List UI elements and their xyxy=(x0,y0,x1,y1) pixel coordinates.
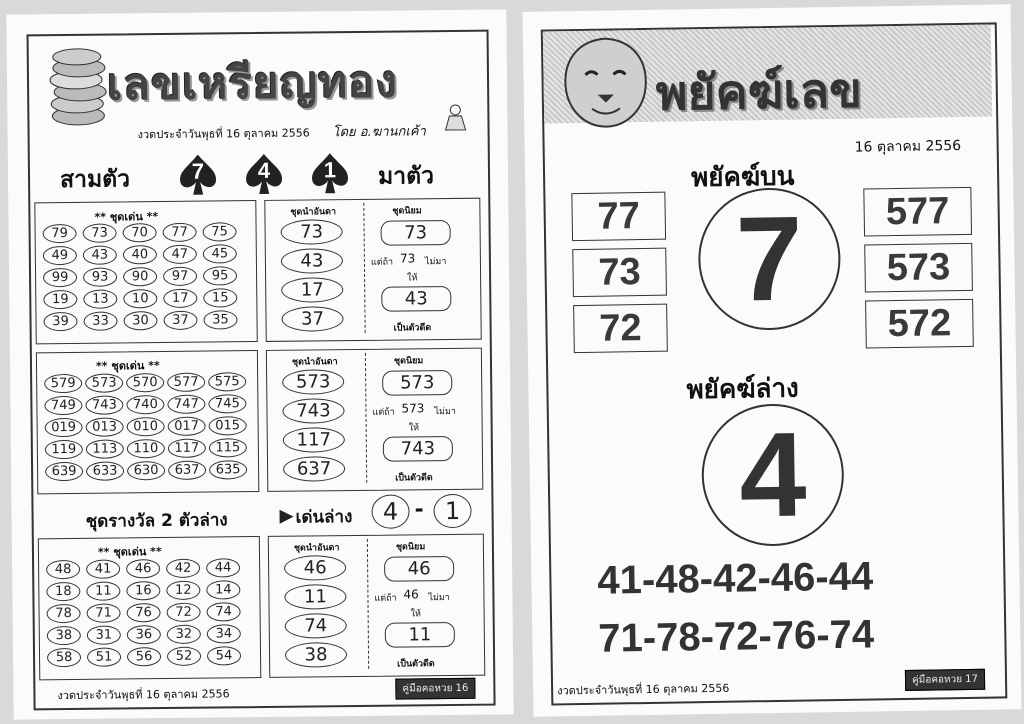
grid-number: 33 xyxy=(83,311,117,330)
come-label: มาตัว xyxy=(377,163,435,190)
grid-number: 70 xyxy=(123,223,157,242)
col2-top-number: 573 xyxy=(382,370,452,396)
grid-number: 639 xyxy=(45,462,83,481)
right-footer-badge: คู่มือคอหวย 17 xyxy=(905,669,985,691)
col2-footer: เป็นตัวดีด xyxy=(393,323,432,334)
grid-number: 97 xyxy=(163,267,197,286)
grid-number: 93 xyxy=(83,267,117,286)
grid-number: 49 xyxy=(43,246,77,265)
grid-number: 36 xyxy=(127,625,161,644)
col1-number: 73 xyxy=(280,219,342,245)
grid-number: 573 xyxy=(85,373,123,392)
spade-digit-3 xyxy=(310,151,350,195)
col1-number: 11 xyxy=(284,584,346,610)
grid-number: 14 xyxy=(206,580,240,599)
col1-number: 117 xyxy=(283,427,345,453)
grid-number: 95 xyxy=(203,266,237,285)
grid-number: 18 xyxy=(46,582,80,601)
col2-note-2: ไม่มา xyxy=(428,593,450,604)
grid-number: 99 xyxy=(43,268,77,287)
spade-digit-2 xyxy=(244,152,284,196)
grid-number: 52 xyxy=(167,647,201,666)
col1-number: 637 xyxy=(283,456,345,482)
grid-number: 56 xyxy=(127,647,161,666)
left-footer-date: งวดประจำวันพุธที่ 16 ตุลาคม 2556 xyxy=(57,687,230,703)
top-label: พยัคฆ์บน xyxy=(690,161,795,194)
right-title: พยัคฆ์เลข xyxy=(655,62,863,122)
grid-number: 637 xyxy=(168,461,206,480)
spade-digit-text-1: 7 xyxy=(191,158,205,184)
right-box-3: 572 xyxy=(865,299,974,349)
grid-number: 749 xyxy=(44,396,82,415)
right-date: 16 ตุลาคม 2556 xyxy=(854,138,962,156)
grid-number: 90 xyxy=(123,267,157,286)
grid-number: 740 xyxy=(126,395,164,414)
grid-number: 31 xyxy=(87,625,121,644)
prize-label: ชุดรางวัล 2 ตัวล่าง xyxy=(85,510,228,532)
grid-title-2: ** ชุดเด่น ** xyxy=(95,359,160,373)
grid-number: 015 xyxy=(209,416,247,435)
grid-number: 47 xyxy=(163,245,197,264)
col1-title: ชุดนำอันดา xyxy=(290,207,337,218)
left-page xyxy=(6,9,513,719)
grid-number: 45 xyxy=(203,244,237,263)
lead-separator: - xyxy=(414,497,424,523)
grid-number: 17 xyxy=(163,289,197,308)
right-footer-date: งวดประจำวันพุธที่ 16 ตุลาคม 2556 xyxy=(557,681,730,698)
col2-note-1: แต่ถ้า xyxy=(372,407,395,418)
grid-number: 745 xyxy=(208,394,246,413)
grid-number: 30 xyxy=(123,311,157,330)
col2-note-3: ให้ xyxy=(408,423,420,434)
lead-label: เด่นล่าง xyxy=(295,507,353,528)
col1-number: 573 xyxy=(282,369,344,395)
col2-note-2: ไม่มา xyxy=(424,257,447,268)
grid-number: 58 xyxy=(47,648,81,667)
right-box-2: 573 xyxy=(864,243,973,293)
bottom-label: พยัคฆ์ล่าง xyxy=(686,373,799,406)
grid-number: 115 xyxy=(209,438,247,457)
grid-number: 48 xyxy=(46,560,80,579)
grid-number: 19 xyxy=(43,290,77,309)
lead-digit-a: 4 xyxy=(371,494,409,528)
col1-number: 17 xyxy=(281,277,343,303)
grid-number: 117 xyxy=(168,439,206,458)
left-box-1: 77 xyxy=(571,192,666,241)
grid-number: 38 xyxy=(47,626,81,645)
grid-number: 579 xyxy=(44,374,82,393)
grid-number: 75 xyxy=(203,222,237,241)
grid-number: 76 xyxy=(126,603,160,622)
grid-number: 113 xyxy=(86,439,124,458)
grid-number: 37 xyxy=(163,311,197,330)
col1-number: 743 xyxy=(282,398,344,424)
grid-number: 34 xyxy=(207,624,241,643)
grid-number: 39 xyxy=(43,312,77,331)
author: โดย อ.ฆานกเค้า xyxy=(332,124,426,141)
col2-note-2: ไม่มา xyxy=(434,406,457,418)
right-page xyxy=(522,4,1021,717)
bottom-big-number: 4 xyxy=(738,407,808,543)
col1-number: 43 xyxy=(281,248,343,274)
col1-number: 38 xyxy=(285,642,347,668)
date-line: งวดประจำวันพุธที่ 16 ตุลาคม 2556 xyxy=(137,126,310,142)
grid-title-1: ** ชุดเด่น ** xyxy=(94,210,159,224)
grid-number: 11 xyxy=(86,581,120,600)
grid-number: 42 xyxy=(166,559,200,578)
left-title: เลขเหรียญทอง xyxy=(106,56,399,111)
grid-number: 73 xyxy=(83,223,117,242)
number-row-2: 71-78-72-76-74 xyxy=(598,612,875,661)
grid-number: 44 xyxy=(206,558,240,577)
col2-footer: เป็นตัวดีด xyxy=(397,659,435,670)
col2-top-number: 46 xyxy=(384,556,454,582)
grid-number: 51 xyxy=(87,647,121,666)
col1-number: 74 xyxy=(285,613,347,639)
col2-bottom-number: 743 xyxy=(383,436,453,462)
grid-number: 110 xyxy=(127,439,165,458)
grid-number: 633 xyxy=(86,461,124,480)
spade-digit-1 xyxy=(178,152,218,196)
grid-number: 54 xyxy=(207,646,241,665)
grid-number: 12 xyxy=(166,581,200,600)
grid-number: 017 xyxy=(168,417,206,436)
grid-number: 79 xyxy=(43,224,77,243)
col2-note-3: ให้ xyxy=(410,609,422,620)
col2-footer: เป็นตัวดีด xyxy=(395,473,433,484)
top-big-number: 7 xyxy=(734,191,804,327)
grid-number: 15 xyxy=(203,288,237,307)
monk-figure-icon xyxy=(439,102,471,132)
grid-number: 577 xyxy=(167,373,205,392)
grid-number: 71 xyxy=(86,603,120,622)
col2-note-num: 73 xyxy=(399,251,416,266)
grid-number: 72 xyxy=(166,603,200,622)
col2-title: ชุดนิยม xyxy=(395,542,426,553)
grid-number: 77 xyxy=(163,223,197,242)
grid-number: 35 xyxy=(203,310,237,329)
col1-title: ชุดนำอันดา xyxy=(293,543,340,554)
grid-number: 74 xyxy=(206,602,240,621)
number-row-1: 41-48-42-46-44 xyxy=(597,554,874,603)
grid-number: 32 xyxy=(167,625,201,644)
lion-head-icon xyxy=(557,34,654,131)
col1-number: 37 xyxy=(281,306,343,332)
col2-title: ชุดนิยม xyxy=(393,356,424,367)
col2-top-number: 73 xyxy=(381,220,451,246)
grid-number: 13 xyxy=(83,289,117,308)
grid-number: 10 xyxy=(123,289,157,308)
spade-digit-text-3: 1 xyxy=(323,157,337,183)
spade-digit-text-2: 4 xyxy=(257,157,271,184)
right-box-1: 577 xyxy=(863,187,972,237)
grid-number: 575 xyxy=(208,372,246,391)
grid-number: 019 xyxy=(45,418,83,437)
grid-number: 013 xyxy=(86,417,124,436)
col2-title: ชุดนิยม xyxy=(392,206,422,217)
col2-note-num: 573 xyxy=(401,401,425,416)
grid-number: 743 xyxy=(85,395,123,414)
grid-number: 40 xyxy=(123,245,157,264)
lead-digit-b: 1 xyxy=(433,494,471,528)
grid-number: 630 xyxy=(127,461,165,480)
grid-number: 43 xyxy=(83,245,117,264)
three-digit-label: สามตัว xyxy=(59,166,131,194)
col2-note-3: ให้ xyxy=(407,273,418,284)
left-footer-badge: คู่มือคอหวย 16 xyxy=(395,678,475,700)
grid-number: 119 xyxy=(45,440,83,459)
col2-bottom-number: 11 xyxy=(385,622,455,648)
coin-stack-icon xyxy=(47,46,110,129)
grid-number: 46 xyxy=(126,559,160,578)
col2-note-num: 46 xyxy=(403,587,419,602)
col2-note-1: แต่ถ้า xyxy=(374,593,397,604)
col1-title: ชุดนำอันดา xyxy=(291,357,338,368)
grid-number: 78 xyxy=(46,604,80,623)
col2-bottom-number: 43 xyxy=(381,286,451,312)
grid-number: 635 xyxy=(209,460,247,479)
left-box-3: 72 xyxy=(573,304,668,353)
grid-number: 570 xyxy=(126,373,164,392)
left-box-2: 73 xyxy=(572,248,667,297)
col2-note-1: แต่ถ้า xyxy=(370,257,394,268)
grid-title-3: ** ชุดเด่น ** xyxy=(97,545,162,559)
grid-number: 41 xyxy=(86,559,120,578)
arrow-right-icon xyxy=(278,508,296,526)
grid-number: 16 xyxy=(126,581,160,600)
grid-number: 747 xyxy=(167,395,205,414)
grid-number: 010 xyxy=(127,417,165,436)
col1-number: 46 xyxy=(284,555,346,581)
